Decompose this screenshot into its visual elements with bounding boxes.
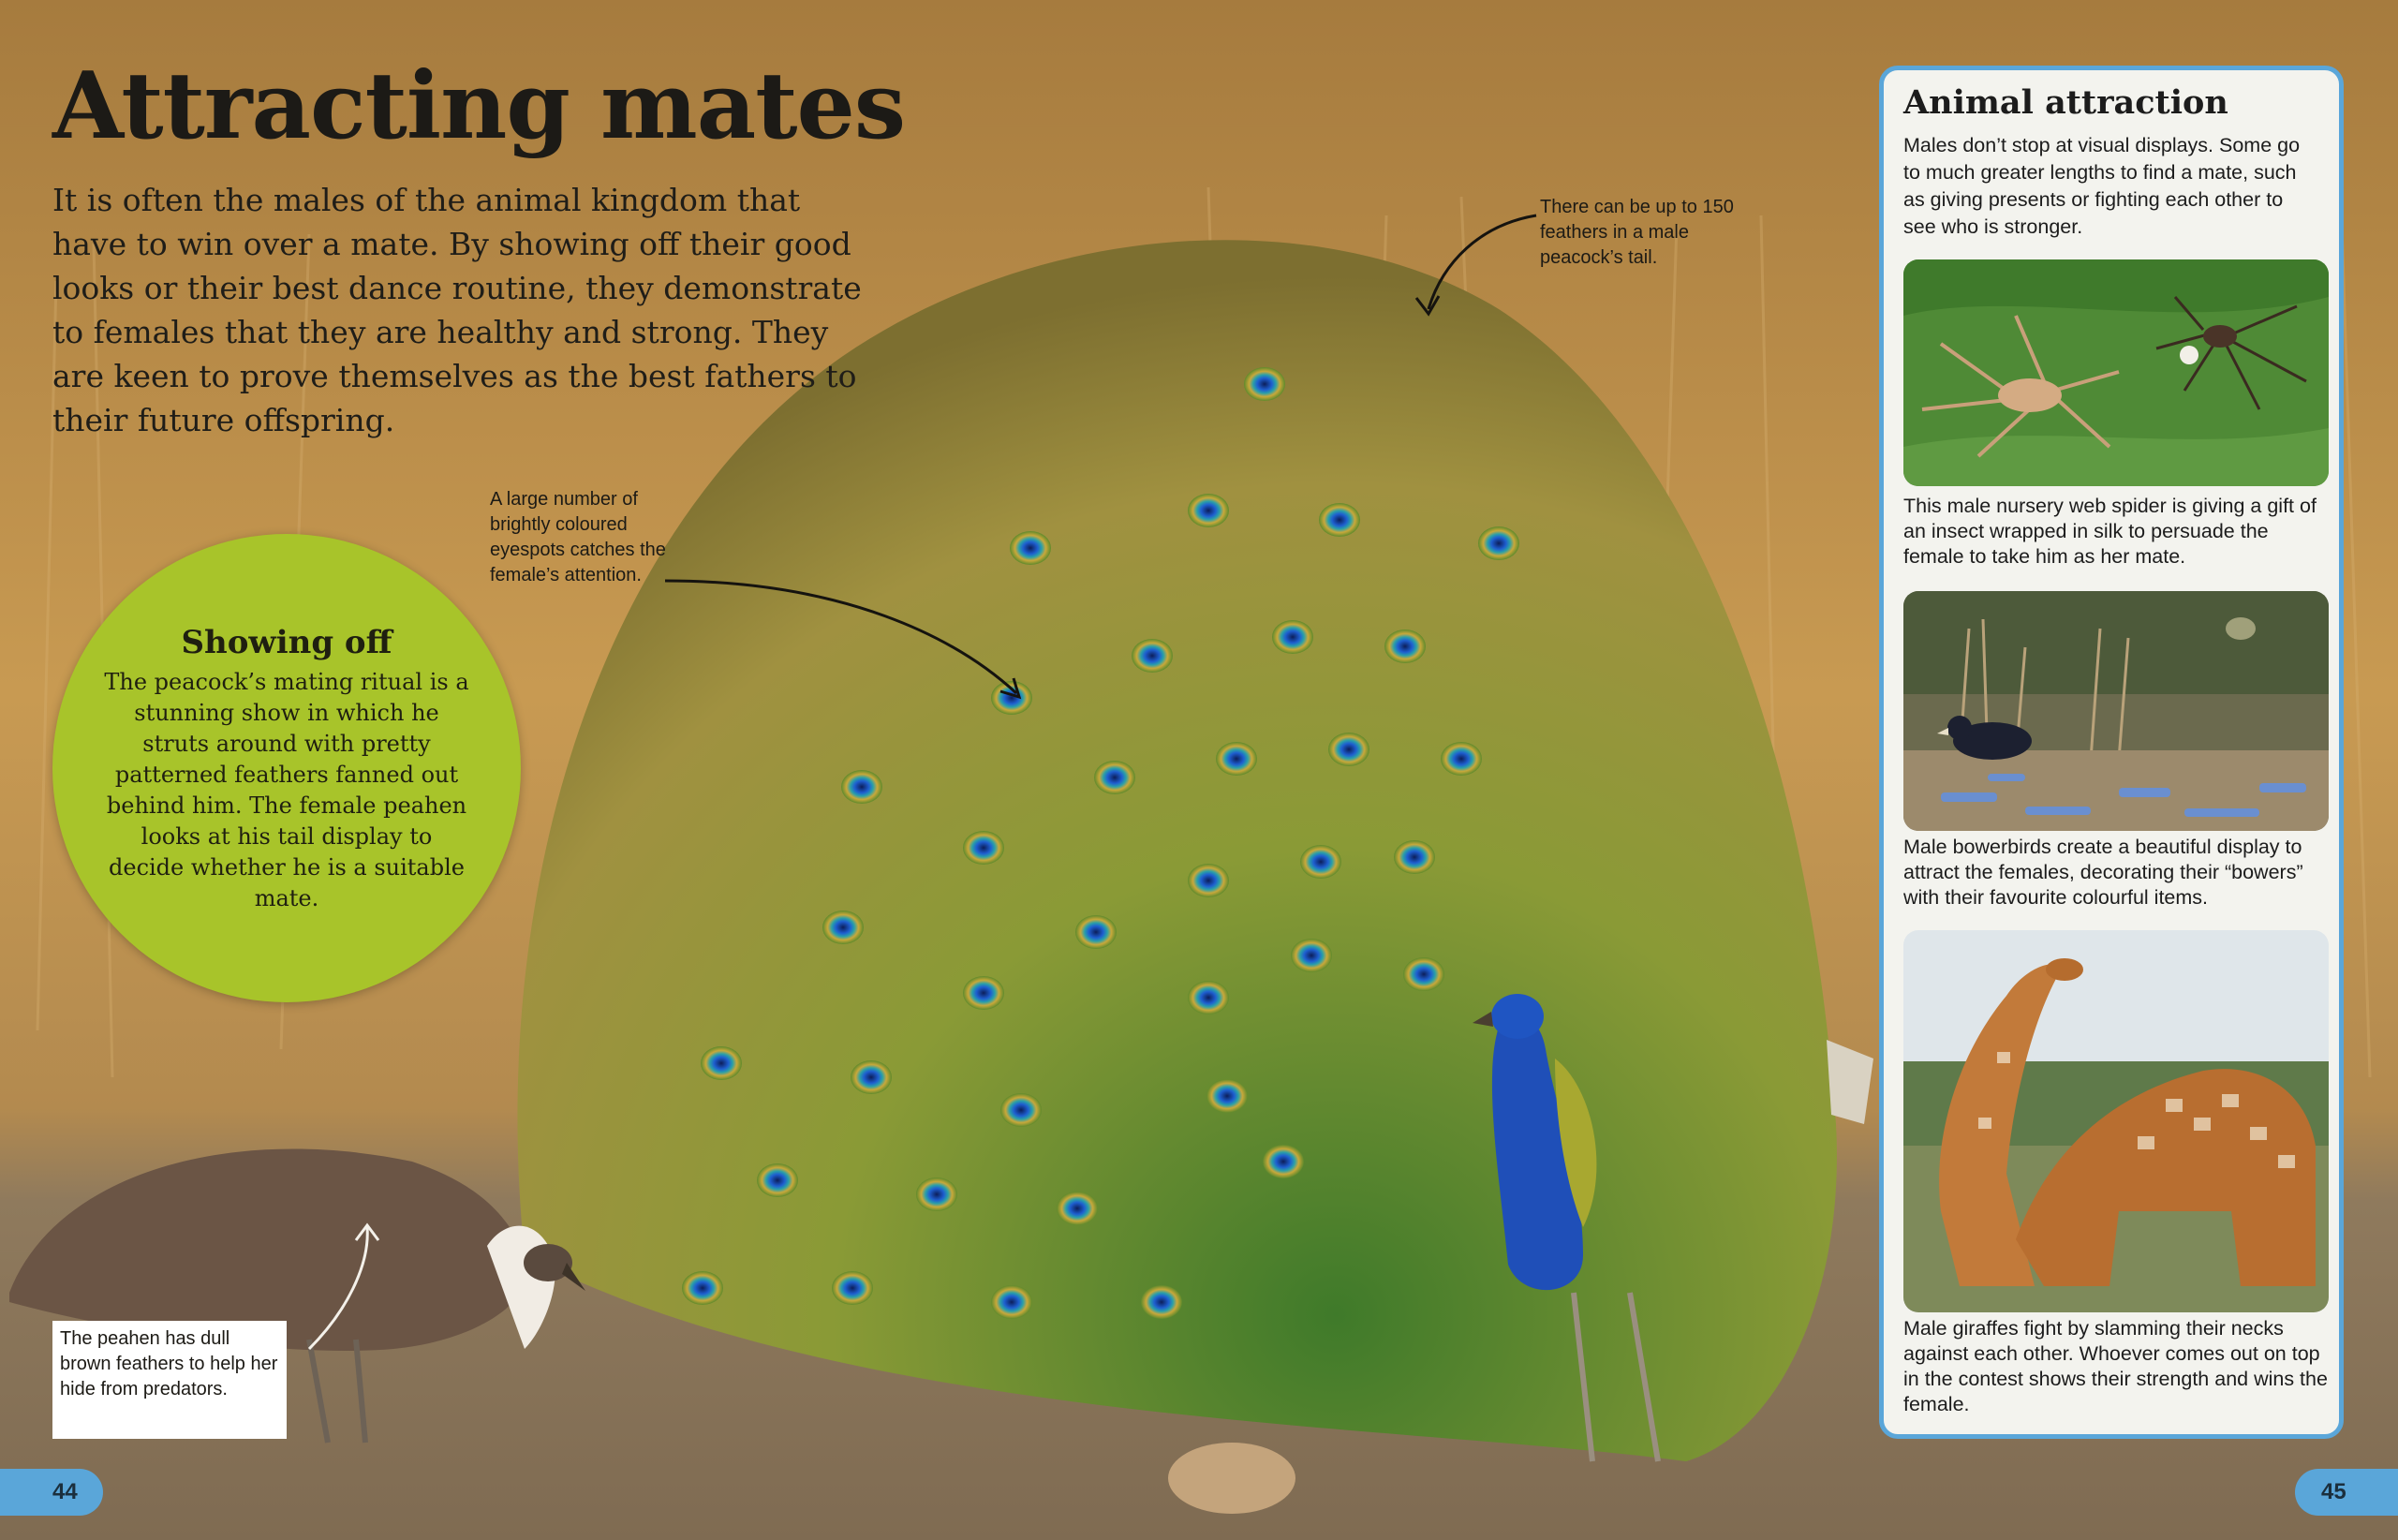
giraffes-caption: Male giraffes fight by slamming their necks against each other. Whoever comes out on top in the contest shows their strength and wins the female. <box>1903 1317 2328 1415</box>
panel-heading: Animal attraction <box>1903 83 2228 122</box>
giraffes-photo <box>1903 930 2329 1312</box>
page-title: Attracting mates <box>52 52 906 160</box>
bowerbird-caption: Male bowerbirds create a beautiful display to attract the females, decorating their “bowers” with their favourite colourful items. <box>1903 836 2303 909</box>
peahen-annotation: The peahen has dull brown feathers to help her hide from predators. <box>52 1321 287 1439</box>
page-number-right: 45 <box>2295 1469 2398 1516</box>
eyespots-annotation: A large number of brightly coloured eyespots catches the female’s attention. <box>490 489 666 585</box>
intro-paragraph: It is often the males of the animal kingdom that have to win over a mate. By showing off their good looks or their best dance routine, they demonstrate to females that they are healthy and strong. They are keen to prove themselves as the best fathers to their future offspring. <box>52 182 862 438</box>
feathers-annotation: There can be up to 150 feathers in a male peacock’s tail. <box>1540 197 1734 268</box>
animal-attraction-panel <box>1879 66 2344 1439</box>
showing-off-text: The peacock’s mating ritual is a stunning show in which he struts around with pretty patterned feathers fanned out behind him. The female peahen looks at his tail display to decide whether he is a suitable mate. <box>104 669 469 911</box>
panel-lead-text: Males don’t stop at visual displays. Some go to much greater lengths to find a mate, such as giving presents or fighting each other to see who is stronger. <box>1903 134 2301 238</box>
showing-off-callout <box>52 534 521 1002</box>
bowerbird-photo <box>1903 591 2329 831</box>
nursery-web-spiders-photo <box>1903 259 2329 486</box>
spider-caption: This male nursery web spider is giving a gift of an insect wrapped in silk to persuade the female to take him as her mate. <box>1903 495 2317 568</box>
showing-off-heading: Showing off <box>181 624 392 661</box>
page-number-left: 44 <box>0 1469 103 1516</box>
